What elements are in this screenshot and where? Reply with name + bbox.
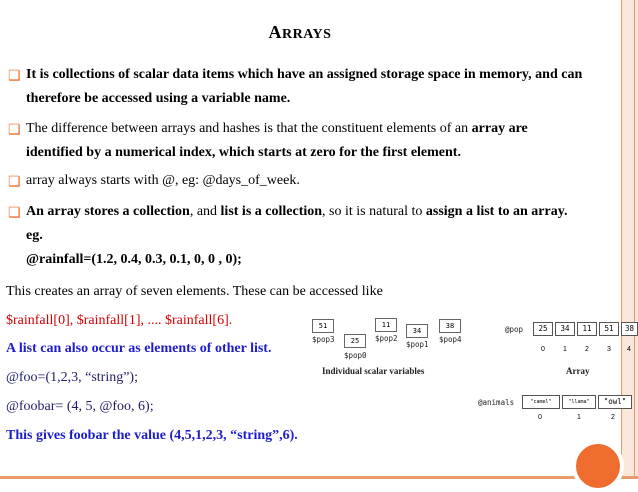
bullet-2-text: The difference between arrays and hashes is that the constituent elements of an array are identified by a numerical index, which starts at zero for the first element. xyxy=(26,121,528,160)
scalar-name: $pop3 xyxy=(312,335,335,344)
bullet-icon: ❑ xyxy=(8,123,21,138)
scalar-box: 34 xyxy=(406,324,428,338)
scalar-box: 11 xyxy=(375,318,397,332)
bullet-icon: ❑ xyxy=(8,69,21,84)
array-name: @pop xyxy=(505,325,524,334)
array-cell: "owl" xyxy=(598,395,632,409)
scalar-name: $pop4 xyxy=(439,335,462,344)
array-index: 3 xyxy=(607,346,611,353)
array-cell: "camel" xyxy=(522,395,560,409)
foobar-code: @foobar= (4, 5, @foo, 6); xyxy=(6,399,154,414)
scalar-box: 25 xyxy=(344,334,366,348)
bullet-3-text: array always starts with @, eg: @days_of_week. xyxy=(26,173,300,188)
bullet-1-text: It is collections of scalar data items which have an assigned storage space in memory, and can therefore be accessed using a variable name. xyxy=(26,67,583,106)
creates-text: This creates an array of seven elements. These can be accessed like xyxy=(6,284,383,299)
array-cell: 51 xyxy=(599,322,619,336)
foo-code: @foo=(1,2,3, “string”); xyxy=(6,370,138,385)
array-cell: 38 xyxy=(621,322,638,336)
scalar-name: $pop1 xyxy=(406,340,429,349)
array-name: @animals xyxy=(478,398,515,407)
scalar-caption: Individual scalar variables xyxy=(322,366,425,376)
list-element-text: A list can also occur as elements of other list. xyxy=(6,341,272,356)
foobar-value-text: This gives foobar the value (4,5,1,2,3, “string”,6). xyxy=(6,428,298,443)
array-cell: 34 xyxy=(555,322,575,336)
array-cell: "llama" xyxy=(562,395,596,409)
bullet-4-text: An array stores a collection, and list is a collection, so it is natural to assign a list to an array. eg. xyxy=(26,204,568,243)
array-index: 1 xyxy=(577,414,581,421)
scalar-box: 38 xyxy=(439,319,461,333)
array-index: 0 xyxy=(538,414,542,421)
rainfall-code: @rainfall=(1.2, 0.4, 0.3, 0.1, 0, 0 , 0); xyxy=(26,252,242,267)
array-cell: 25 xyxy=(533,322,553,336)
array-caption: Array xyxy=(566,366,590,376)
bullet-icon: ❑ xyxy=(8,175,21,190)
array-index: 4 xyxy=(627,346,631,353)
scalar-box: 51 xyxy=(312,319,334,333)
array-index: 1 xyxy=(563,346,567,353)
decorative-circle xyxy=(572,440,624,492)
access-text: $rainfall[0], $rainfall[1], .... $rainfall[6]. xyxy=(6,313,233,328)
slide-title: ARRAYS xyxy=(268,22,332,42)
bullet-icon: ❑ xyxy=(8,206,21,221)
scalar-name: $pop2 xyxy=(375,334,398,343)
scalar-name: $pop0 xyxy=(344,351,367,360)
array-index: 2 xyxy=(611,414,615,421)
array-index: 0 xyxy=(541,346,545,353)
array-cell: 11 xyxy=(577,322,597,336)
array-index: 2 xyxy=(585,346,589,353)
